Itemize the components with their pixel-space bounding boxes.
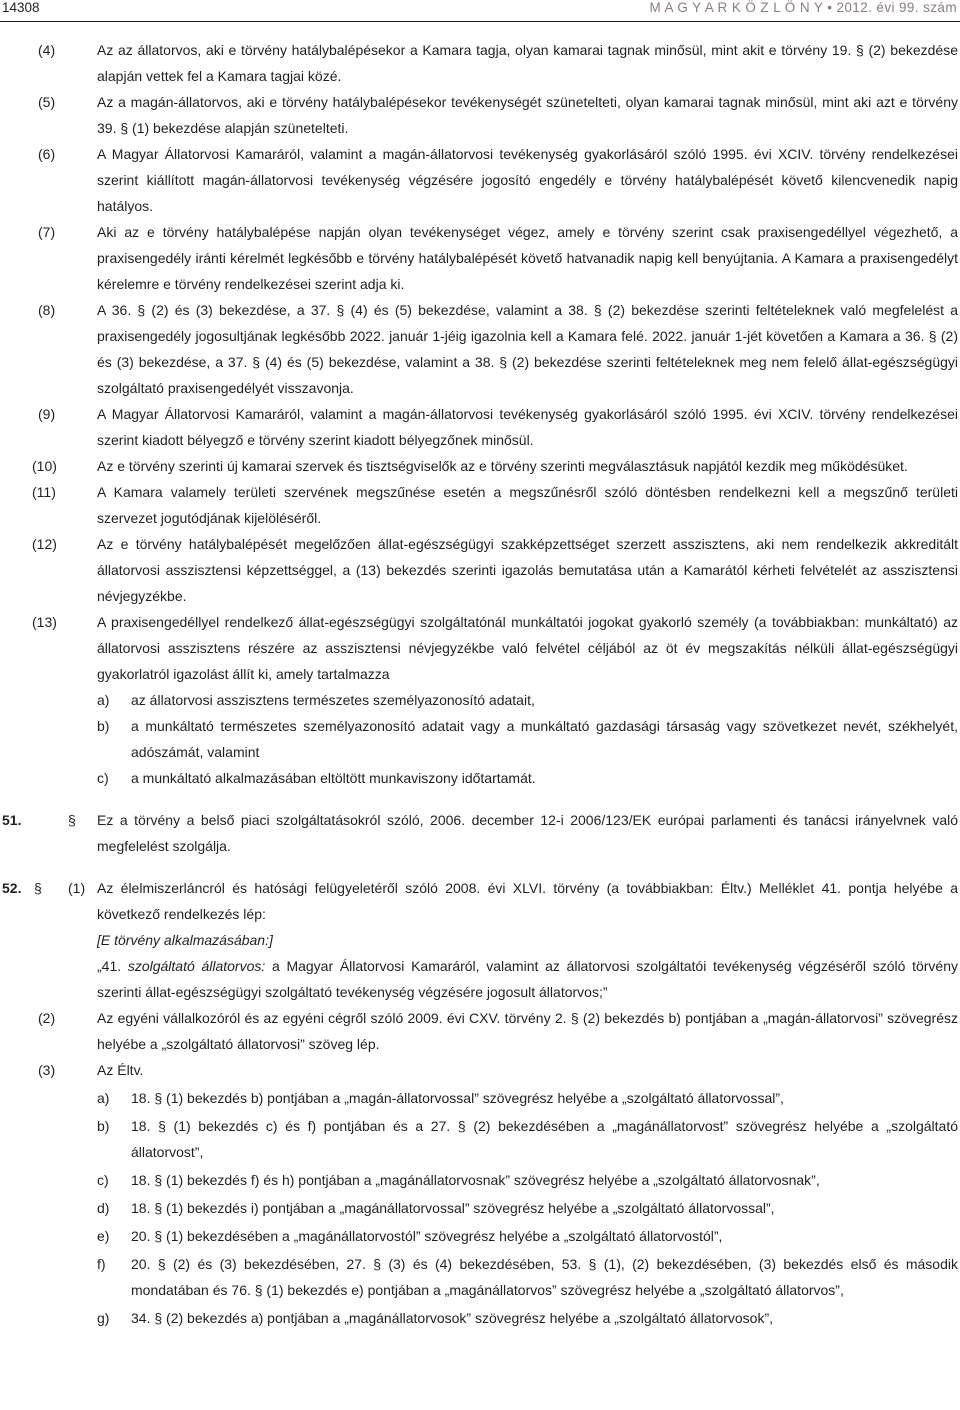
quote-text: a Magyar Állatorvosi Kamaráról, valamint az állatorvosi szolgáltatói tevékenység végzéséről szóló törvény szerinti állat-egészségügyi szolgáltató tevékenység végzésére jogosult állatorvos;” (97, 958, 958, 1000)
paragraph-text: A Kamara valamely területi szervének megszűnése esetén a megszűnésről szóló döntésben rendelkezni kell a megszűnő területi szervezet jogutódjának kijelöléséről. (97, 484, 958, 526)
paragraph-number: (13) (32, 614, 57, 630)
paragraph-text: Az az állatorvos, aki e törvény hatálybalépésekor a Kamara tagja, olyan kamarai tagnak minősül, mint akit e törvény 19. § (2) bekezdése alapján vettek fel a Kamara tagjai közé. (97, 42, 958, 84)
paragraph-number: (11) (32, 484, 56, 500)
list-item-a (0, 687, 960, 713)
defined-term: szolgáltató állatorvos: (127, 958, 266, 974)
section-number: 52. (2, 880, 22, 896)
header-rule (0, 21, 960, 22)
list-item-text: 20. § (1) bekezdésében a „magánállatorvostól” szövegrész helyébe a „szolgáltató állatorvostól”, (131, 1228, 723, 1244)
list-item-letter: b) (97, 1118, 110, 1134)
paragraph-text: Az élelmiszerláncról és hatósági felügyeletéről szóló 2008. évi XLVI. törvény (a továbbiakban: Éltv.) Melléklet 41. pontja helyébe a következő rendelkezés lép: (97, 880, 958, 922)
paragraph-number: (9) (38, 406, 56, 422)
list-item-letter: c) (97, 1172, 109, 1188)
paragraph-number: (1) (68, 880, 86, 896)
list-item-letter: e) (97, 1228, 110, 1244)
paragraph-number: (8) (38, 302, 56, 318)
paragraph-number: (7) (38, 224, 56, 240)
list-item-text: a munkáltató természetes személyazonosító adatait vagy a munkáltató gazdasági társaság vagy szövetkezet nevét, székhelyét, adószámát, valamint (131, 718, 958, 760)
list-item-text: 18. § (1) bekezdés i) pontjában a „magánállatorvossal” szövegrész helyébe a „szolgáltató állatorvossal”, (131, 1200, 775, 1216)
list-item-b (0, 713, 960, 765)
list-item-text: az állatorvosi asszisztens természetes személyazonosító adatait, (131, 692, 535, 708)
journal-title: M A G Y A R K Ö Z L Ö N Y • 2012. évi 99. szám (649, 0, 957, 15)
list-item-text: 18. § (1) bekezdés f) és h) pontjában a „magánállatorvosnak” szövegrész helyébe a „szolgáltató állatorvosnak”, (131, 1172, 820, 1188)
paragraph-number: (5) (38, 94, 56, 110)
list-item-letter: a) (97, 1090, 110, 1106)
document-body (0, 37, 960, 1331)
paragraph-text: A Magyar Állatorvosi Kamaráról, valamint a magán-állatorvosi tevékenység gyakorlásáról szóló 1995. évi XCIV. törvény rendelkezései szerint kiadott bélyegző e törvény szerint kiadott bélyegzőnek minősül. (97, 406, 958, 448)
s52-item-d (0, 1195, 960, 1221)
paragraph-10 (0, 453, 960, 479)
paragraph-number: (12) (32, 536, 57, 552)
quote-start: „41. (97, 958, 128, 974)
list-item-text: a munkáltató alkalmazásában eltöltött munkaviszony időtartamát. (131, 770, 536, 786)
paragraph-11 (0, 479, 960, 531)
page-number: 14308 (2, 0, 40, 15)
paragraph-text: Az a magán-állatorvos, aki e törvény hatálybalépésekor tevékenységét szünetelteti, olyan kamarai tagnak minősül, mint aki azt e törvény 39. § (1) bekezdése alapján szünetelteti. (97, 94, 958, 136)
paragraph-text: Az Éltv. (97, 1062, 144, 1078)
list-item-letter: g) (97, 1310, 110, 1326)
paragraph-7 (0, 219, 960, 297)
paragraph-12 (0, 531, 960, 609)
s52-item-f (0, 1251, 960, 1303)
s52-item-e (0, 1223, 960, 1249)
quoted-provision (0, 953, 960, 1005)
s52-item-a (0, 1085, 960, 1111)
section-52 (0, 875, 960, 927)
bracket-note: [E törvény alkalmazásában:] (97, 932, 273, 948)
paragraph-number: (6) (38, 146, 56, 162)
paragraph-6 (0, 141, 960, 219)
section-text: Ez a törvény a belső piaci szolgáltatásokról szóló, 2006. december 12-i 2006/123/EK európai parlamenti és tanácsi irányelvnek való megfelelést szolgálja. (97, 812, 958, 854)
section-number: 51. (2, 812, 22, 828)
s52-paragraph-3 (0, 1057, 960, 1083)
paragraph-text: Az e törvény hatálybalépését megelőzően állat-egészségügyi szakképzettséget szerzett asszisztens, aki nem rendelkezik akkreditált állatorvosi asszisztensi képzettséggel, a (13) bekezdés szerinti igazolás bemutatása után a Kamarától kérheti felvételét az asszisztensi névjegyzékbe. (97, 536, 958, 604)
paragraph-8 (0, 297, 960, 401)
page-header (0, 0, 960, 22)
paragraph-text: A praxisengedéllyel rendelkező állat-egészségügyi szolgáltatónál munkáltatói jogokat gyakorló személy (a továbbiakban: munkáltató) az állatorvosi asszisztens részére az asszisztensi névjegyzékbe való felvétel céljából az öt év megszakítás nélküli állat-egészségügyi gyakorlatról igazolást állít ki, amely tartalmazza (97, 614, 958, 682)
list-item-letter: b) (97, 718, 110, 734)
list-item-text: 18. § (1) bekezdés b) pontjában a „magán-állatorvossal” szövegrész helyébe a „szolgáltató állatorvossal”, (131, 1090, 784, 1106)
list-item-text: 34. § (2) bekezdés a) pontjában a „magánállatorvosok” szövegrész helyébe a „szolgáltató állatorvosok”, (131, 1310, 774, 1326)
section-51 (0, 807, 960, 859)
paragraph-text: A Magyar Állatorvosi Kamaráról, valamint a magán-állatorvosi tevékenység gyakorlásáról szóló 1995. évi XCIV. törvény rendelkezései szerint kiállított magán-állatorvosi tevékenység végzésére jogosító engedély e törvény hatálybalépését követő kilencvenedik napig hatályos. (97, 146, 958, 214)
section-sign: § (68, 812, 76, 828)
list-item-letter: f) (97, 1256, 106, 1272)
paragraph-number: (4) (38, 42, 56, 58)
list-item-c (0, 765, 960, 791)
paragraph-text: Az egyéni vállalkozóról és az egyéni cégről szóló 2009. évi CXV. törvény 2. § (2) bekezdés b) pontjában a „magán-állatorvosi” szövegrész helyébe a „szolgáltató állatorvosi” szöveg lép. (97, 1010, 958, 1052)
s52-item-c (0, 1167, 960, 1193)
paragraph-5 (0, 89, 960, 141)
paragraph-number: (10) (32, 458, 57, 474)
paragraph-4 (0, 37, 960, 89)
section-sign: § (34, 880, 42, 896)
paragraph-13 (0, 609, 960, 687)
list-item-letter: c) (97, 770, 109, 786)
list-item-letter: d) (97, 1200, 110, 1216)
list-item-letter: a) (97, 692, 110, 708)
paragraph-text: A 36. § (2) és (3) bekezdése, a 37. § (4) és (5) bekezdése, valamint a 38. § (2) bekezdése szerinti feltételeknek való megfelelést a praxisengedély jogosultjának legkésőbb 2022. január 1-jéig igazolnia kell a Kamara felé. 2022. január 1-jét követően a Kamara a 36. § (2) és (3) bekezdése, a 37. § (4) és (5) bekezdése, valamint a 38. § (2) bekezdése szerinti feltételeknek meg nem felelő állat-egészségügyi szolgáltató praxisengedélyét visszavonja. (97, 302, 958, 396)
s52-item-g (0, 1305, 960, 1331)
s52-item-b (0, 1113, 960, 1165)
paragraph-number: (3) (38, 1062, 56, 1078)
paragraph-number: (2) (38, 1010, 56, 1026)
paragraph-9 (0, 401, 960, 453)
list-item-text: 20. § (2) és (3) bekezdésében, 27. § (3) és (4) bekezdésében, 53. § (1), (2) bekezdésében, (3) bekezdés első és második mondatában és 76. § (1) bekezdés e) pontjában a „magánállatorvos” szövegrész helyébe a „szolgáltató állatorvos”, (131, 1256, 958, 1298)
list-item-text: 18. § (1) bekezdés c) és f) pontjában és a 27. § (2) bekezdésében a „magánállatorvost” szövegrész helyébe a „szolgáltató állatorvost”, (131, 1118, 958, 1160)
paragraph-text: Az e törvény szerinti új kamarai szervek és tisztségviselők az e törvény szerinti megválasztásuk napjától kezdik meg működésüket. (97, 458, 908, 474)
paragraph-text: Aki az e törvény hatálybalépése napján olyan tevékenységet végez, amely e törvény szerint csak praxisengedéllyel végezhető, a praxisengedély iránti kérelmét legkésőbb e törvény hatálybalépését követő hatvanadik napig kell benyújtania. A Kamara a praxisengedélyt kérelemre e törvény rendelkezései szerint adja ki. (97, 224, 958, 292)
s52-paragraph-2 (0, 1005, 960, 1057)
